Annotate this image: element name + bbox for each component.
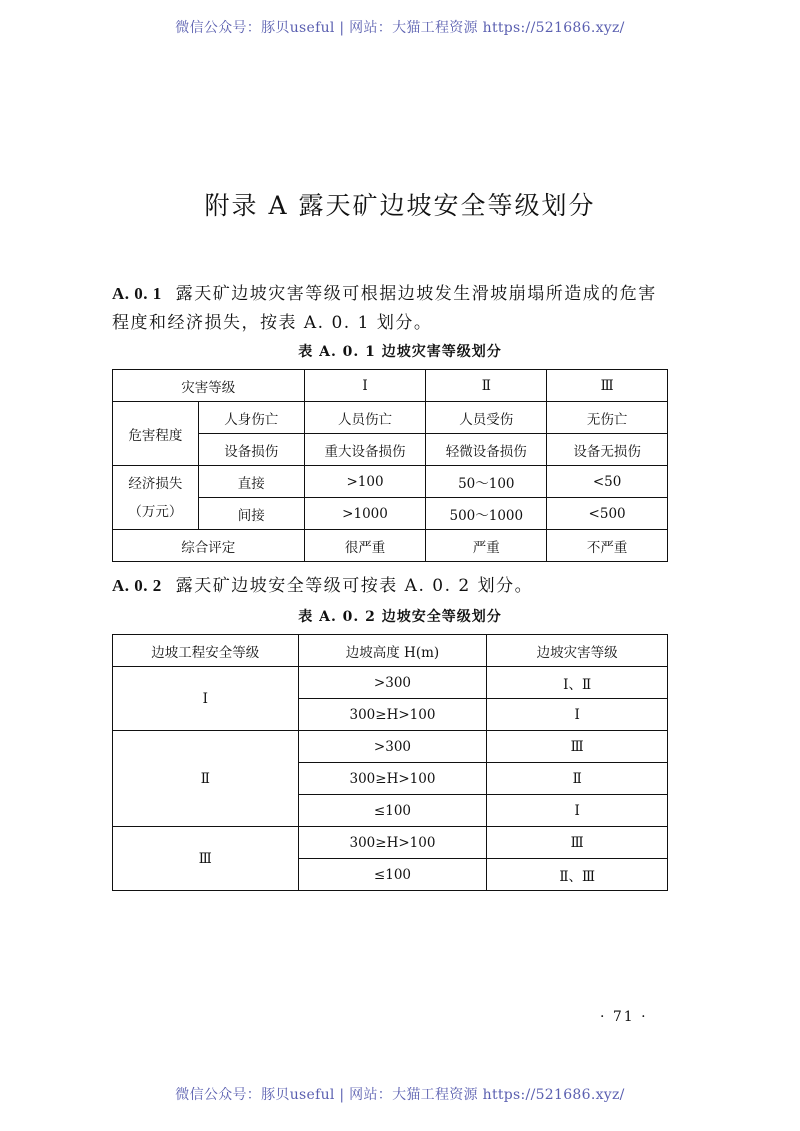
table-cell: 间接 [198,498,304,530]
table-cell: Ⅲ [487,731,668,763]
table-cell: 50～100 [426,466,547,498]
table-row [113,827,668,859]
table-row [113,466,668,498]
table-cell: >100 [304,466,426,498]
table-cell: >300 [298,731,487,763]
table-group-cell [113,466,199,530]
table-cell: 500～1000 [426,498,547,530]
loss-group-line2: （万元） [128,503,183,520]
table-header-cell: 灾害等级 [113,370,305,402]
watermark-bottom: 微信公众号：豚贝useful | 网站：大猫工程资源 https://521686.xyz/ [175,1087,625,1103]
table-cell: 人员受伤 [426,402,547,434]
table-group-cell: 危害程度 [113,402,199,466]
table-group-cell: Ⅲ [113,827,299,891]
table-a01-caption: 表 A. 0. 1 边坡灾害等级划分 [298,344,502,360]
table-row [113,370,668,402]
table-cell: 轻微设备损伤 [426,434,547,466]
table-cell: 设备无损伤 [547,434,668,466]
table-cell: 300≥H>100 [298,763,487,795]
table-header-cell: 边坡灾害等级 [487,635,668,667]
table-cell: ≤100 [298,859,487,891]
table-group-cell: Ⅱ [113,731,299,827]
table-cell: 300≥H>100 [298,699,487,731]
clause-a01-text: 露天矿边坡灾害等级可根据边坡发生滑坡崩塌所造成的危害程度和经济损失，按表 A. 0. 1 划分。 [112,284,657,333]
watermark-top: 微信公众号：豚贝useful | 网站：大猫工程资源 https://521686.xyz/ [175,20,625,36]
clause-a02-text: 露天矿边坡安全等级可按表 A. 0. 2 划分。 [175,576,534,596]
table-cell: 直接 [198,466,304,498]
table-a01 [112,369,668,562]
clause-a02-number: A. 0. 2 [112,576,162,595]
table-cell: Ⅰ、Ⅱ [487,667,668,699]
table-row [113,635,668,667]
loss-group-line1: 经济损失 [128,475,183,492]
page-number: · 71 · [600,1009,648,1025]
table-header-cell: Ⅰ [304,370,426,402]
table-header-cell: Ⅲ [547,370,668,402]
table-cell: 不严重 [547,530,668,562]
table-cell: 严重 [426,530,547,562]
table-cell: 设备损伤 [198,434,304,466]
table-cell: Ⅱ [487,763,668,795]
table-cell: >1000 [304,498,426,530]
table-cell: Ⅰ [487,699,668,731]
table-cell: ≤100 [298,795,487,827]
table-row [113,402,668,434]
table-cell: 无伤亡 [547,402,668,434]
table-cell: 很严重 [304,530,426,562]
table-cell: 重大设备损伤 [304,434,426,466]
table-cell: Ⅰ [487,795,668,827]
table-row [113,530,668,562]
table-row [113,667,668,699]
table-header-cell: Ⅱ [426,370,547,402]
clause-a01-number: A. 0. 1 [112,284,162,303]
table-a02 [112,634,668,891]
table-cell: <500 [547,498,668,530]
table-cell: <50 [547,466,668,498]
clause-a02 [112,571,672,601]
table-cell: 300≥H>100 [298,827,487,859]
table-cell: 综合评定 [113,530,305,562]
clause-a01 [112,279,672,338]
table-cell: Ⅱ、Ⅲ [487,859,668,891]
table-a02-caption: 表 A. 0. 2 边坡安全等级划分 [298,609,502,625]
table-cell: 人身伤亡 [198,402,304,434]
table-cell: Ⅲ [487,827,668,859]
appendix-title: 附录 A 露天矿边坡安全等级划分 [204,191,596,220]
table-row [113,731,668,763]
table-cell: >300 [298,667,487,699]
table-header-cell: 边坡高度 H(m) [298,635,487,667]
table-group-cell: Ⅰ [113,667,299,731]
table-header-cell: 边坡工程安全等级 [113,635,299,667]
table-cell: 人员伤亡 [304,402,426,434]
